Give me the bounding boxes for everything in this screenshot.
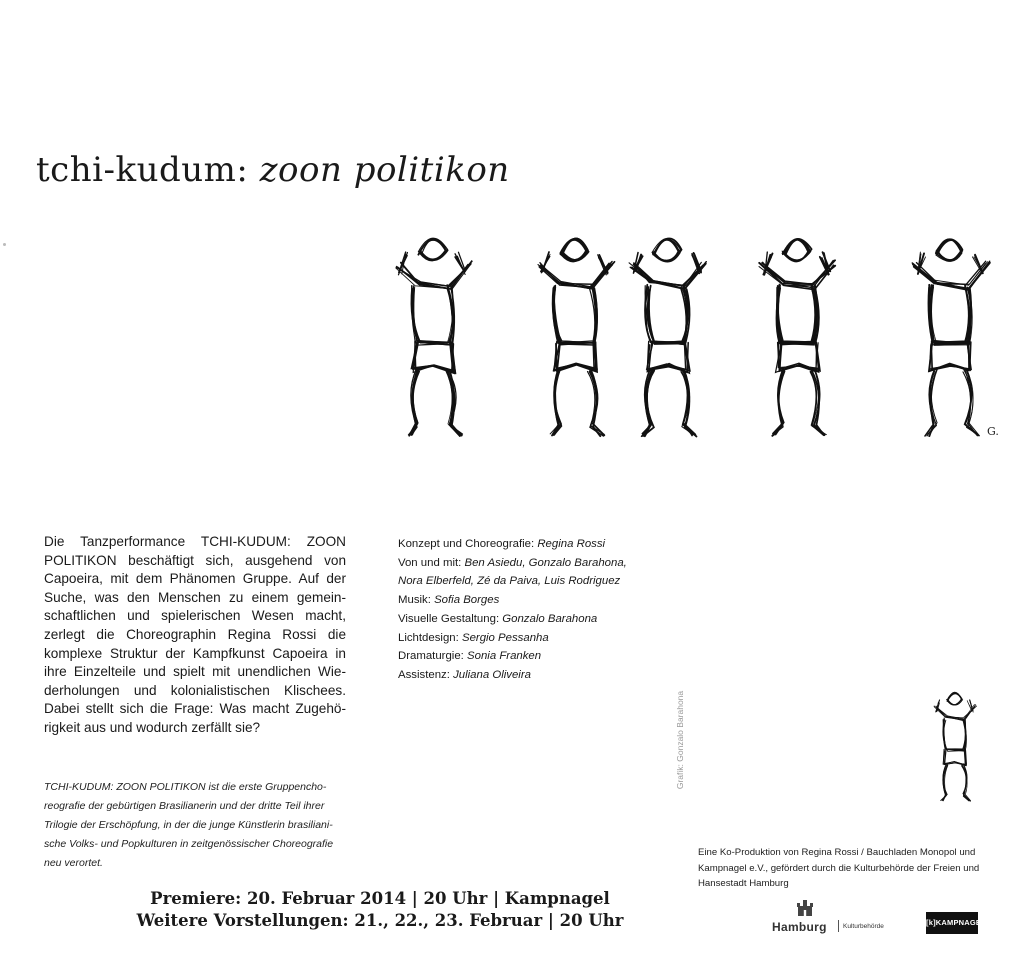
dancer-figure-2 <box>530 225 620 440</box>
hamburg-department: Kulturbehörde <box>843 923 884 930</box>
credit-label: Assistenz: <box>398 668 454 681</box>
credit-row <box>398 591 668 610</box>
title-main: tchi-kudum: <box>36 150 249 190</box>
grafik-credit: Grafik: Gonzalo Barahona <box>675 690 685 790</box>
credit-row <box>398 629 668 648</box>
title-sub: zoon politikon <box>259 150 510 190</box>
premiere-info <box>100 888 660 932</box>
stray-dot <box>3 243 6 246</box>
credit-value: Gonzalo Barahona <box>502 612 598 625</box>
credit-label: Visuelle Gestaltung: <box>398 612 503 625</box>
credit-label: Dramaturgie: <box>398 650 468 663</box>
credit-label: Lichtdesign: <box>398 631 462 644</box>
hamburg-name: Hamburg <box>772 920 827 934</box>
credit-value: Ben Asiedu, Gonzalo Barahona, <box>464 556 627 569</box>
credit-value: Sonia Franken <box>467 650 542 663</box>
coproduction-text: Eine Ko-Produktion von Regina Rossi / Bauchladen Monopol und Kampnagel e.V., gefördert durch die Kulturbehörde der Freien und Hansestadt Hamburg <box>698 847 980 890</box>
logo-divider <box>838 920 839 932</box>
credit-value: Sofia Borges <box>434 594 500 607</box>
further-performances-line: Weitere Vorstellungen: 21., 22., 23. Februar | 20 Uhr <box>136 911 624 930</box>
kampnagel-logo: [k]KAMPNAGEL <box>926 912 978 934</box>
credit-row <box>398 666 668 685</box>
description-text: Die Tanzperformance TCHI-KUDUM: ZOON POLITIKON beschäftigt sich, ausgehend von Capoeira, mit dem Phänomen Gruppe. Auf der Suche, was den Menschen zu einem gemeinschaftlichen und spielerischen Wesen macht, zerlegt die Choreographin Regina Rossi die komplexe Struktur der Kampfkunst Capoeira in ihre Einzelteile und spielt mit unendlichen Wiederholungen und kolonialistischen Klischees. Dabei stellt sich die Frage: Was macht Zugehörigkeit aus und wodurch zerfällt sie? <box>44 534 346 735</box>
note-text: TCHI-KUDUM: ZOON POLITIKON ist die erste Gruppenchoreografie der gebürtigen Brasilianerin und der dritte Teil ihrer Trilogie der Erschöpfung, in der die junge Künstlerin brasilianische Volks- und Popkulturen in zeitgenössischer Choreografie neu verortet. <box>44 781 334 869</box>
credit-row <box>398 572 668 591</box>
credit-value: Regina Rossi <box>537 538 606 550</box>
credit-row <box>398 610 668 629</box>
credits-list <box>398 535 668 685</box>
dancer-figure-3 <box>622 225 712 440</box>
credit-label: Musik: <box>398 594 435 607</box>
castle-icon <box>796 898 814 916</box>
hamburg-logo <box>772 898 902 938</box>
credit-row <box>398 535 668 554</box>
dancer-figure-4 <box>752 225 842 440</box>
dancer-sketches <box>380 225 1020 455</box>
premiere-line: Premiere: 20. Februar 2014 | 20 Uhr | Kampnagel <box>150 889 610 908</box>
artist-signature: G. <box>987 425 999 438</box>
credit-row <box>398 647 668 666</box>
credit-value: Sergio Pessanha <box>461 631 549 644</box>
credit-label: Konzept und Choreografie: <box>398 538 538 550</box>
small-dancer-figure <box>930 685 980 808</box>
credit-value: Nora Elberfeld, Zé da Paiva, Luis Rodriguez <box>398 575 621 588</box>
dancer-figure-5 <box>905 225 999 440</box>
credit-value: Juliana Oliveira <box>453 668 531 681</box>
dancer-figure-1 <box>388 225 478 440</box>
page-title <box>36 150 510 190</box>
credit-label: Von und mit: <box>398 556 465 569</box>
credit-row <box>398 554 668 573</box>
